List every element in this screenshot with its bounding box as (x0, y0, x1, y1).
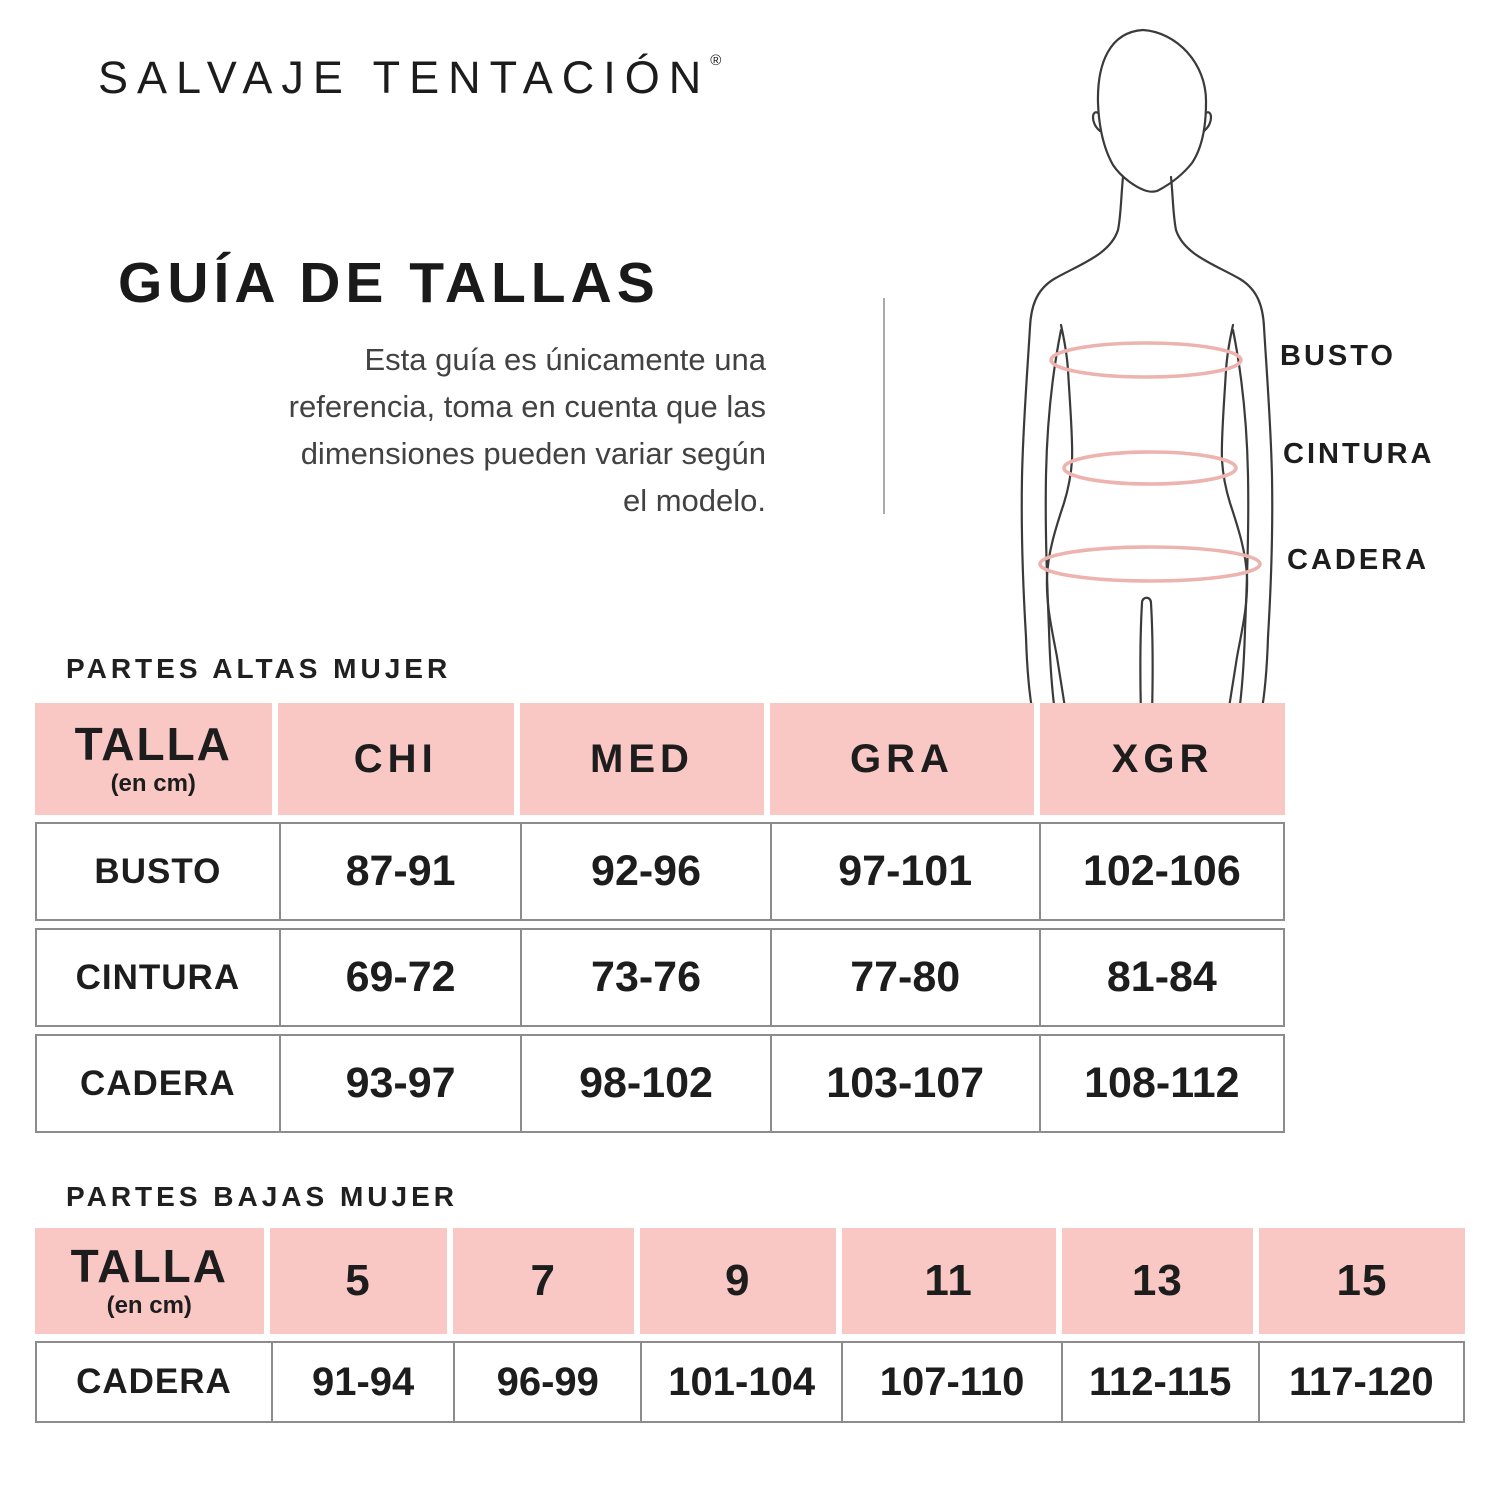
lower-header-size-15: 15 (1259, 1228, 1465, 1334)
upper-header-size-chi: CHI (278, 703, 521, 815)
cell-value: 103-107 (770, 1036, 1039, 1131)
cell-value: 87-91 (279, 824, 521, 919)
guide-description (88, 336, 766, 524)
talla-heading: TALLA (74, 717, 232, 770)
cell-value: 96-99 (453, 1343, 640, 1421)
cell-value: 81-84 (1039, 930, 1283, 1025)
cell-value: 73-76 (520, 930, 769, 1025)
upper-table-section-title: PARTES ALTAS MUJER (66, 653, 452, 684)
row-label: BUSTO (94, 851, 222, 891)
description-line: Esta guía es únicamente una (364, 342, 766, 377)
cell-value: 92-96 (520, 824, 769, 919)
cell-value: 108-112 (1039, 1036, 1283, 1131)
bust-label: BUSTO (1280, 340, 1396, 372)
upper-header-size-med: MED (520, 703, 770, 815)
lower-table-header-row (35, 1228, 1465, 1334)
cell-value: 112-115 (1061, 1343, 1258, 1421)
unit-label: (en cm) (110, 769, 196, 797)
description-line: referencia, toma en cuenta que las (288, 389, 766, 424)
waist-label: CINTURA (1283, 438, 1435, 470)
cell-value: 91-94 (271, 1343, 454, 1421)
cell-value: 102-106 (1039, 824, 1283, 919)
table-row-cadera (35, 1034, 1285, 1133)
brand-logo (98, 52, 721, 104)
cell-value: 117-120 (1258, 1343, 1463, 1421)
cell-value: 97-101 (770, 824, 1039, 919)
cell-value: 93-97 (279, 1036, 521, 1131)
description-line: dimensiones pueden variar según (300, 436, 766, 471)
brand-name: SALVAJE TENTACIÓN (98, 52, 711, 103)
lower-header-size-7: 7 (453, 1228, 640, 1334)
table-row-cintura (35, 928, 1285, 1027)
row-label: CADERA (79, 1063, 236, 1103)
talla-heading: TALLA (70, 1239, 228, 1292)
upper-header-talla-cell (35, 703, 278, 815)
unit-label: (en cm) (106, 1291, 192, 1319)
head-outline (1098, 30, 1206, 192)
cell-value: 107-110 (841, 1343, 1061, 1421)
upper-header-size-gra: GRA (770, 703, 1040, 815)
lower-table-section-title: PARTES BAJAS MUJER (66, 1181, 458, 1212)
lower-header-size-5: 5 (270, 1228, 453, 1334)
registered-trademark-symbol: ® (710, 52, 722, 69)
cell-value: 77-80 (770, 930, 1039, 1025)
row-label: CINTURA (75, 957, 241, 997)
lower-header-size-13: 13 (1062, 1228, 1259, 1334)
cell-value: 101-104 (640, 1343, 841, 1421)
waist-measurement-ring (1064, 452, 1236, 484)
cell-value: 98-102 (520, 1036, 769, 1131)
upper-table-header-row (35, 703, 1285, 815)
cell-value: 69-72 (279, 930, 521, 1025)
upper-body-size-table (35, 703, 1285, 1133)
lower-body-size-table (35, 1228, 1465, 1423)
upper-header-size-xgr: XGR (1040, 703, 1285, 815)
table-row-cadera (35, 1341, 1465, 1423)
table-row-busto (35, 822, 1285, 921)
page-title: GUÍA DE TALLAS (118, 251, 660, 315)
hip-measurement-ring (1040, 547, 1260, 581)
inner-legs (1140, 598, 1152, 715)
lower-header-size-11: 11 (842, 1228, 1062, 1334)
description-line: el modelo. (622, 483, 766, 518)
vertical-divider-line (883, 298, 885, 514)
row-label: CADERA (76, 1362, 232, 1401)
lower-header-talla-cell (35, 1228, 270, 1334)
lower-header-size-9: 9 (640, 1228, 842, 1334)
bust-measurement-ring (1051, 343, 1241, 377)
hip-label: CADERA (1287, 544, 1430, 576)
